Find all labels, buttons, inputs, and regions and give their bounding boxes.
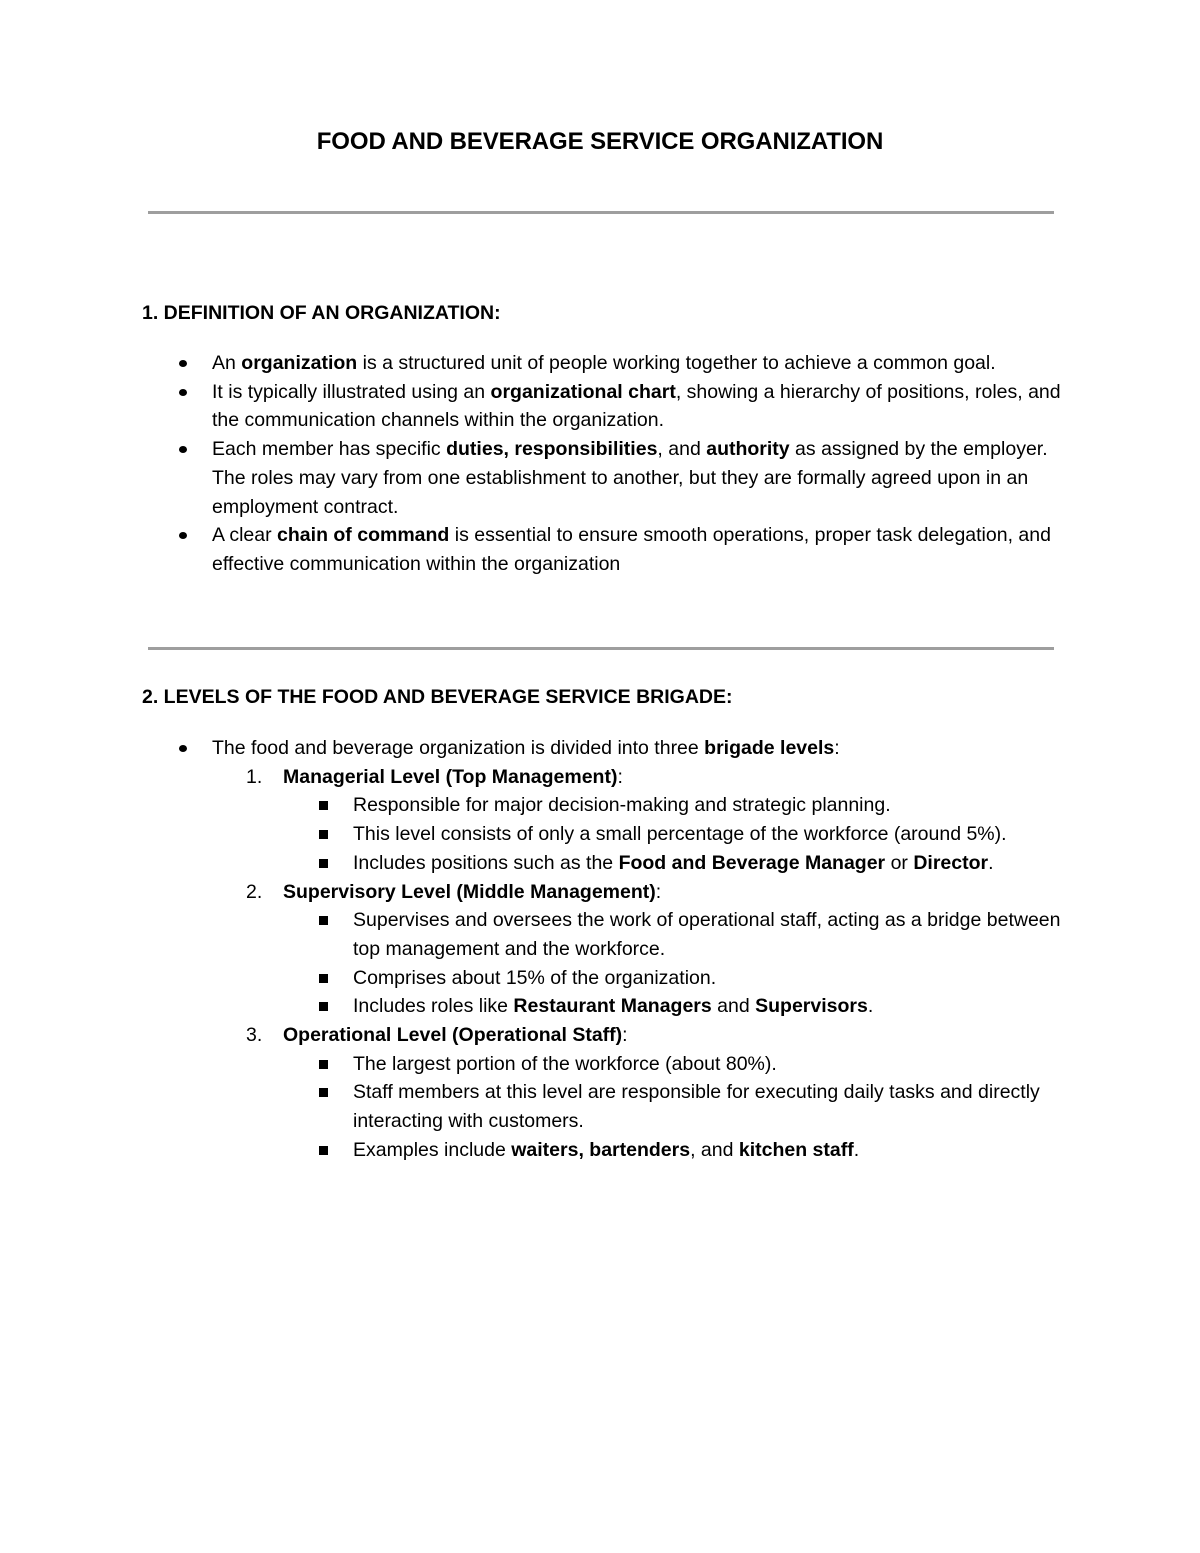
- list-number: 2.: [246, 880, 263, 903]
- list-item: Examples include waiters, bartenders, and kitchen staff.: [353, 1136, 1062, 1165]
- horizontal-rule: [148, 211, 1054, 214]
- list-number: 3.: [246, 1024, 263, 1047]
- list-item: The food and beverage organization is divided into three brigade levels: 1. Managerial Level (Top Management): Responsible for major decision-making and strategic planning. This level consists of only a small percentage of the workforce (around 5%). Includes positions such as the Food and Beverage Manager or Director. 2. Supervisory Level (Middle Management): Supervises and oversees the work of operational staff, acting as a bridge between top management and the workforce. Comprises about 15% of the organization. Includes roles like Restaurant Managers and Supervisors. 3. Operational Level (Operational Staff): The largest portion of the workforce (about 80%). Staff members at this level are responsible for executing daily tasks and directly interacting with customers. Examples include waiters, bartenders, and kitchen staff.: [212, 734, 1062, 1165]
- level-item-managerial: 1. Managerial Level (Top Management): Responsible for major decision-making and strategic planning. This level consists of only a small percentage of the workforce (around 5%). Includes positions such as the Food and Beverage Manager or Director.: [283, 763, 1062, 878]
- list-item: Responsible for major decision-making and strategic planning.: [353, 791, 1062, 820]
- level-detail-list: [353, 791, 1062, 877]
- horizontal-rule: [148, 647, 1054, 650]
- list-item: Each member has specific duties, responsibilities, and authority as assigned by the employer. The roles may vary from one establishment to another, but they are formally agreed upon in an employment contract.: [212, 435, 1062, 521]
- level-item-operational: 3. Operational Level (Operational Staff): The largest portion of the workforce (about 80%). Staff members at this level are responsible for executing daily tasks and directly interacting with customers. Examples include waiters, bartenders, and kitchen staff.: [283, 1021, 1062, 1165]
- list-item: Includes roles like Restaurant Managers and Supervisors.: [353, 992, 1062, 1021]
- list-number: 1.: [246, 765, 263, 788]
- definition-bullet-list: [212, 349, 1062, 579]
- level-detail-list: [353, 1050, 1062, 1165]
- list-item: It is typically illustrated using an organizational chart, showing a hierarchy of positions, roles, and the communication channels within the organization.: [212, 378, 1062, 435]
- list-item: This level consists of only a small percentage of the workforce (around 5%).: [353, 820, 1062, 849]
- levels-bullet-list: [212, 734, 1062, 1165]
- list-item: An organization is a structured unit of people working together to achieve a common goal.: [212, 349, 1062, 378]
- section-heading-definition: 1. DEFINITION OF AN ORGANIZATION:: [142, 302, 501, 324]
- document-title: FOOD AND BEVERAGE SERVICE ORGANIZATION: [316, 128, 884, 155]
- list-item: Supervises and oversees the work of operational staff, acting as a bridge between top management and the workforce.: [353, 906, 1062, 963]
- brigade-levels-list: [246, 763, 1062, 1165]
- list-item: The largest portion of the workforce (about 80%).: [353, 1050, 1062, 1079]
- level-item-supervisory: 2. Supervisory Level (Middle Management): Supervises and oversees the work of operational staff, acting as a bridge between top management and the workforce. Comprises about 15% of the organization. Includes roles like Restaurant Managers and Supervisors.: [283, 878, 1062, 1022]
- level-detail-list: [353, 906, 1062, 1021]
- list-item: A clear chain of command is essential to ensure smooth operations, proper task delegation, and effective communication within the organization: [212, 521, 1062, 578]
- list-item: Includes positions such as the Food and Beverage Manager or Director.: [353, 849, 1062, 878]
- list-item: Staff members at this level are responsible for executing daily tasks and directly interacting with customers.: [353, 1078, 1062, 1135]
- list-item: Comprises about 15% of the organization.: [353, 964, 1062, 993]
- section-heading-levels: 2. LEVELS OF THE FOOD AND BEVERAGE SERVICE BRIGADE:: [142, 686, 733, 708]
